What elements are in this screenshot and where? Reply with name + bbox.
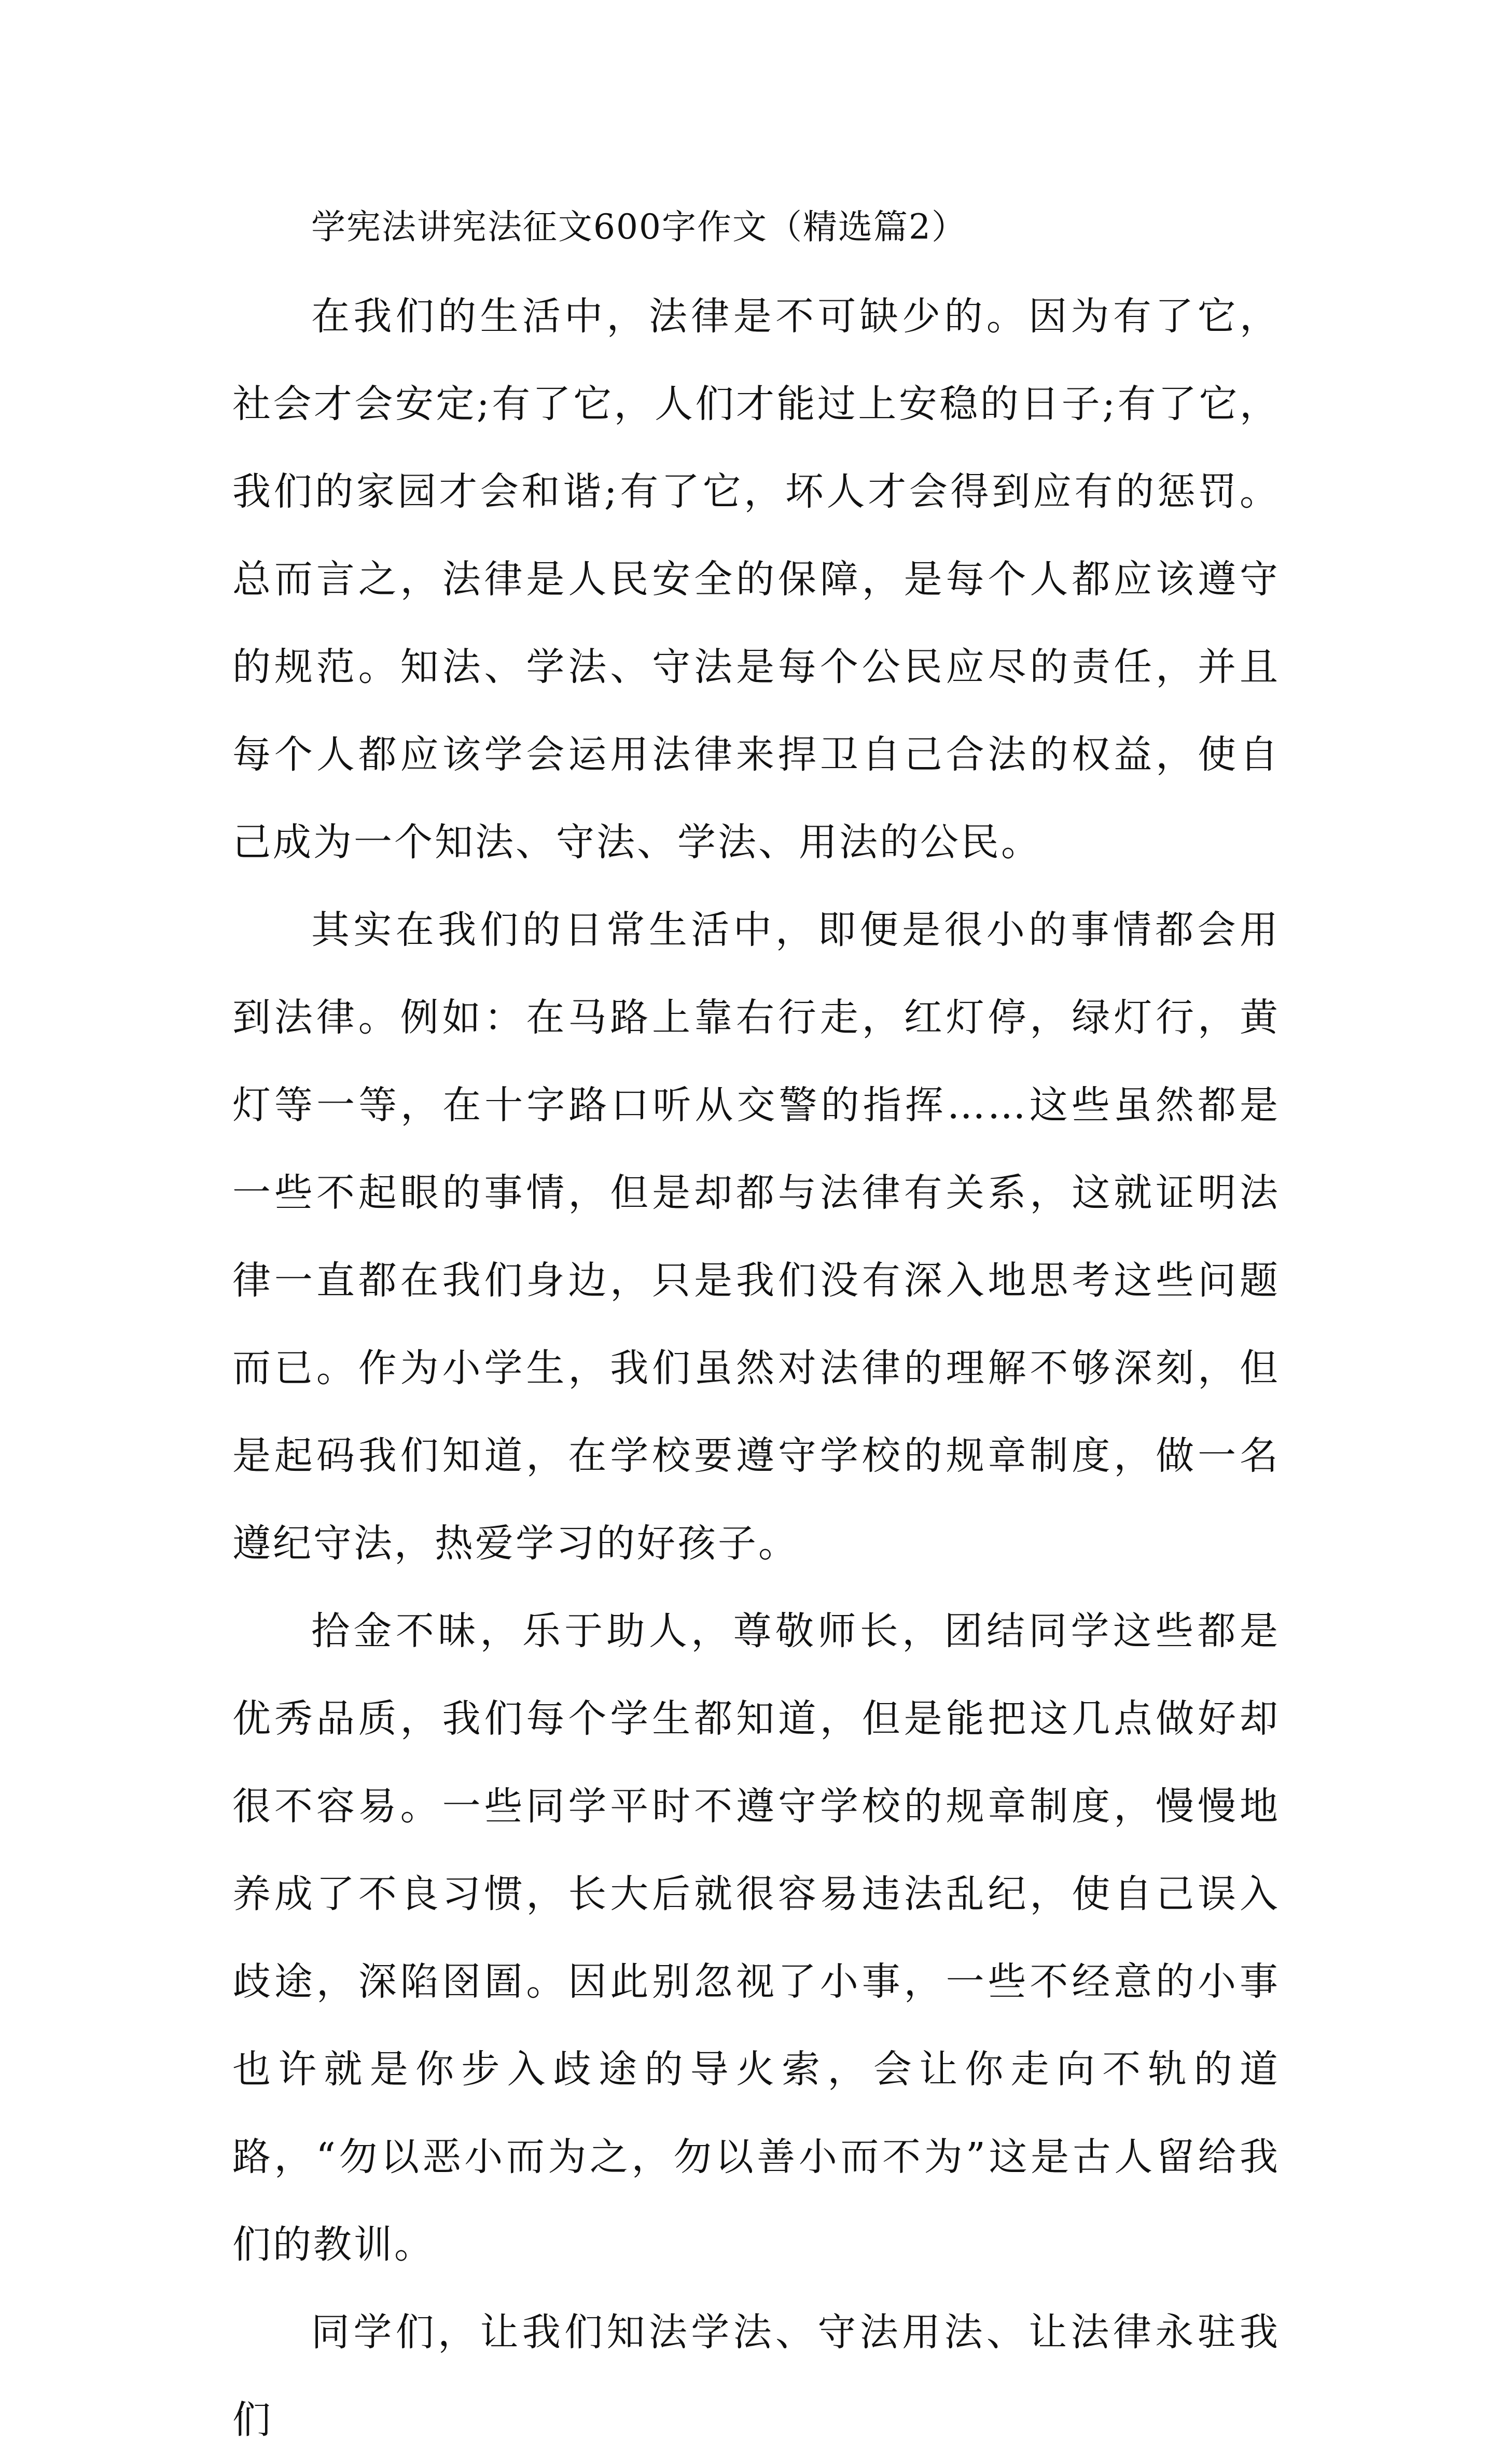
paragraph-4: 同学们，让我们知法学法、守法用法、让法律永驻我们 <box>232 2310 1280 2442</box>
paragraph-3: 拾金不昧，乐于助人，尊敬师长，团结同学这些都是优秀品质，我们每个学生都知道，但是能把这几点做好却很不容易。一些同学平时不遵守学校的规章制度，慢慢地养成了不良习惯，长大后就很容易违法乱纪，使自己误入歧途，深陷囹圄。因此别忽视了小事，一些不经意的小事也许就是你步入歧途的导火索，会让你走向不轨的道路，“勿以恶小而为之，勿以善小而不为”这是古人留给我们的教训。 <box>232 1609 1280 2267</box>
paragraph-1: 在我们的生活中，法律是不可缺少的。因为有了它，社会才会安定;有了它，人们才能过上安稳的日子;有了它，我们的家园才会和谐;有了它，坏人才会得到应有的惩罚。总而言之，法律是人民安全的保障，是每个人都应该遵守的规范。知法、学法、守法是每个公民应尽的责任，并且每个人都应该学会运用法律来捍卫自己合法的权益，使自己成为一个知法、守法、学法、用法的公民。 <box>232 294 1280 865</box>
paragraph-2: 其实在我们的日常生活中，即便是很小的事情都会用到法律。例如：在马路上靠右行走，红灯停，绿灯行，黄灯等一等，在十字路口听从交警的指挥……这些虽然都是一些不起眼的事情，但是却都与法律有关系，这就证明法律一直都在我们身边，只是我们没有深入地思考这些问题而已。作为小学生，我们虽然对法律的理解不够深刻，但是起码我们知道，在学校要遵守学校的规章制度，做一名遵纪守法，热爱学习的好孩子。 <box>232 908 1280 1566</box>
document-title: 学宪法讲宪法征文600字作文（精选篇2） <box>311 207 967 247</box>
document-body <box>232 182 1280 2464</box>
